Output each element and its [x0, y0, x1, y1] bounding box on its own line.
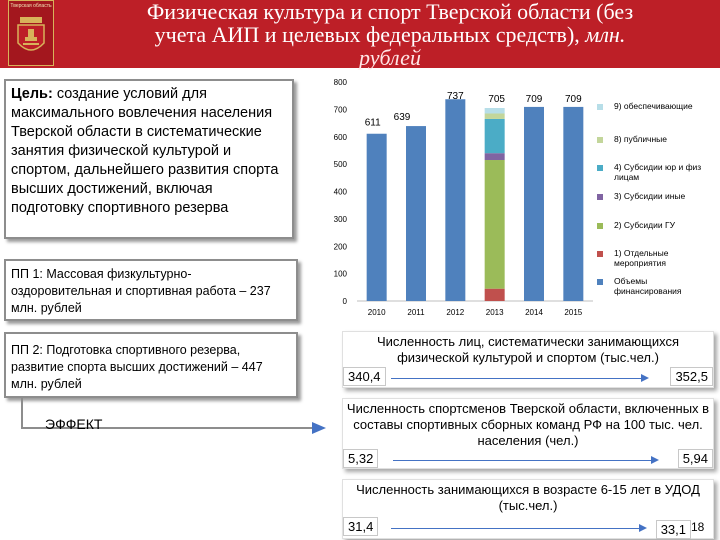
title-line-1: Физическая культура и спорт Тверской области (без	[146, 0, 634, 24]
bar-segment	[485, 113, 505, 118]
title-line-2-text: учета АИП и целевых федеральных средств),	[154, 22, 580, 47]
bar-segment	[563, 107, 583, 301]
indicator-card-3	[342, 479, 714, 539]
bar-segment	[485, 108, 505, 113]
y-tick-label: 800	[333, 78, 347, 87]
x-tick-label: 2015	[564, 308, 583, 317]
title-line-3: рублей	[359, 45, 421, 70]
legend-swatch	[597, 137, 603, 143]
legend-label: 2) Субсидии ГУ	[614, 220, 675, 230]
connector-lines	[0, 80, 330, 540]
bar-total-label: 709	[525, 94, 543, 105]
bar-segment	[485, 160, 505, 289]
title-line-2	[70, 23, 710, 46]
legend-swatch	[597, 104, 603, 110]
bar-total-label: 705	[488, 94, 506, 105]
y-tick-label: 0	[342, 297, 347, 306]
indicator-2-label: Численность спортсменов Тверской области, включенных в составы спортивных сборных команд РФ на 100 тыс. чел. населения (чел.)	[346, 401, 710, 448]
y-tick-label: 500	[333, 160, 347, 170]
legend-swatch	[597, 194, 603, 200]
indicator-3-arrow-line	[391, 528, 641, 529]
bar-total-label: 709	[564, 94, 582, 105]
bar-segment	[485, 289, 505, 301]
x-tick-label: 2013	[485, 308, 504, 317]
indicator-card-1	[342, 331, 714, 388]
bar-total-label: 611	[364, 117, 381, 129]
legend-label: 4) Субсидии юр и физ лицам	[614, 162, 702, 182]
indicator-2-arrow-icon	[651, 456, 659, 464]
bar-segment	[485, 153, 505, 160]
indicator-1-arrow-line	[391, 378, 643, 379]
legend-swatch	[597, 279, 603, 285]
emblem-caption: Тверская область	[10, 3, 52, 9]
indicator-3-label: Численность занимающихся в возрасте 6-15 лет в УДОД (тыс.чел.)	[356, 482, 700, 513]
legend-swatch	[597, 165, 603, 171]
legend-label: 9) обеспечивающие	[614, 101, 693, 111]
indicator-1-from: 340,4	[343, 367, 386, 386]
region-emblem	[8, 0, 54, 66]
chart-legend	[597, 96, 715, 316]
goal-text: создание условий для максимального вовлечения населения Тверской области в систематические занятия физической культурой и спортом, дальнейшего развития спорта высших достижений, включая подготовку спортивного резерва	[11, 86, 279, 216]
bar-segment	[367, 134, 387, 301]
financing-bar-chart	[325, 70, 600, 320]
x-tick-label: 2011	[407, 308, 425, 317]
bar-segment	[445, 99, 465, 301]
indicator-1-to: 352,5	[670, 367, 713, 386]
indicator-2-arrow-line	[393, 460, 653, 461]
indicator-2-from: 5,32	[343, 449, 378, 468]
y-tick-label: 700	[333, 105, 347, 115]
y-tick-label: 100	[333, 269, 347, 279]
y-tick-label: 600	[333, 132, 347, 142]
title-unit: млн.	[585, 22, 626, 47]
indicator-3-to: 33,1	[656, 520, 691, 539]
y-tick-label: 300	[333, 214, 347, 224]
coat-of-arms-icon	[14, 15, 48, 59]
legend-swatch	[597, 223, 603, 229]
x-tick-label: 2014	[525, 308, 543, 317]
indicator-2-to: 5,94	[678, 449, 713, 468]
legend-swatch	[597, 251, 603, 257]
bar-segment	[485, 119, 505, 153]
legend-label: 3) Субсидии иные	[614, 191, 686, 201]
indicator-1-label: Численность лиц, систематически занимающихся физической культурой и спортом (тыс.чел.)	[376, 334, 680, 365]
x-tick-label: 2012	[446, 308, 465, 317]
header-bar	[0, 0, 720, 68]
goal-label: Цель:	[11, 86, 53, 102]
indicator-card-2	[342, 398, 714, 469]
subprogram-1-text: ПП 1: Массовая физкультурно-оздоровительная и спортивная работа – 237 млн. рублей	[11, 267, 271, 315]
subprogram-2-text: ПП 2: Подготовка спортивного резерва, развитие спорта высших достижений – 447 млн. рублей	[11, 343, 263, 391]
indicator-1-arrow-icon	[641, 374, 649, 382]
legend-label: Объемы финансирования	[614, 276, 682, 296]
y-tick-label: 400	[333, 187, 347, 197]
legend-label: 8) публичные	[614, 134, 668, 144]
bar-segment	[524, 107, 544, 301]
legend-label: 1) Отдельные мероприятия	[614, 248, 669, 268]
indicator-3-from: 31,4	[343, 517, 378, 536]
bar-total-label: 639	[393, 112, 411, 124]
x-tick-label: 2010	[367, 308, 386, 317]
slide-title	[70, 0, 710, 68]
bar-total-label: 737	[446, 91, 464, 102]
y-tick-label: 200	[333, 242, 347, 252]
effect-label: ЭФФЕКТ	[45, 416, 103, 432]
bar-segment	[406, 126, 426, 301]
indicator-3-arrow-icon	[639, 524, 647, 532]
page-number: 18	[691, 520, 705, 534]
